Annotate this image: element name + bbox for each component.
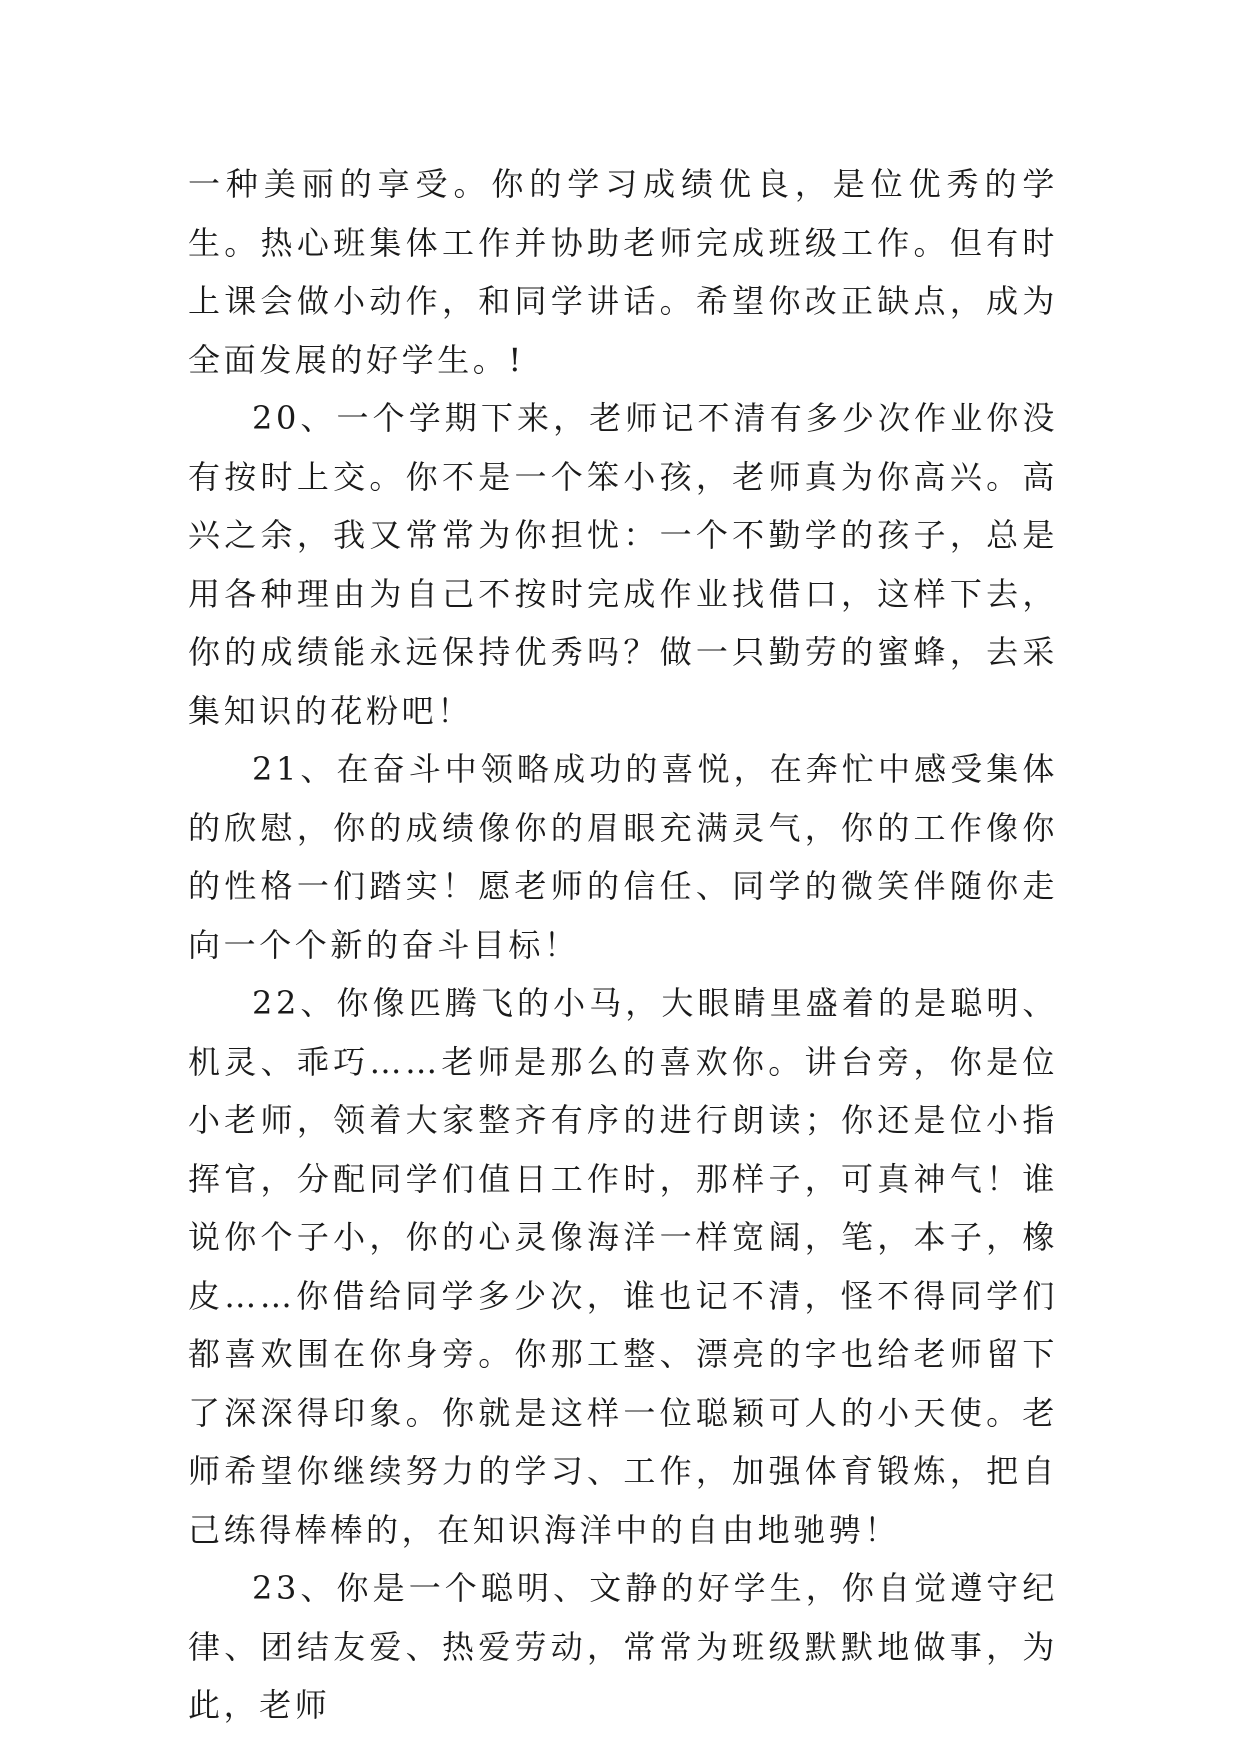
paragraph-22: 22、你像匹腾飞的小马，大眼睛里盛着的是聪明、机灵、乖巧……老师是那么的喜欢你。讲台旁，你是位小老师，领着大家整齐有序的进行朗读；你还是位小指挥官，分配同学们值日工作时，那样子，可真神气！谁说你个子小，你的心灵像海洋一样宽阔，笔，本子，橡皮……你借给同学多少次，谁也记不清，怪不得同学们都喜欢围在你身旁。你那工整、漂亮的字也给老师留下了深深得印象。你就是这样一位聪颖可人的小天使。老师希望你继续努力的学习、工作，加强体育锻炼，把自己练得棒棒的，在知识海洋中的自由地驰骋！ (188, 984, 1058, 1549)
paragraph-21: 21、在奋斗中领略成功的喜悦，在奔忙中感受集体的欣慰，你的成绩像你的眉眼充满灵气，你的工作像你的性格一们踏实！愿老师的信任、同学的微笑伴随你走向一个个新的奋斗目标！ (188, 750, 1058, 964)
paragraph-20: 20、一个学期下来，老师记不清有多少次作业你没有按时上交。你不是一个笨小孩，老师真为你高兴。高兴之余，我又常常为你担忧：一个不勤学的孩子，总是用各种理由为自己不按时完成作业找借口，这样下去，你的成绩能永远保持优秀吗？做一只勤劳的蜜蜂，去采集知识的花粉吧！ (188, 399, 1058, 730)
paragraph-19-continuation: 一种美丽的享受。你的学习成绩优良，是位优秀的学生。热心班集体工作并协助老师完成班级工作。但有时上课会做小动作，和同学讲话。希望你改正缺点，成为全面发展的好学生。! (188, 165, 1058, 379)
document-body (188, 155, 1058, 1735)
paragraph-23: 23、你是一个聪明、文静的好学生，你自觉遵守纪律、团结友爱、热爱劳动，常常为班级默默地做事，为此，老师 (188, 1569, 1058, 1724)
